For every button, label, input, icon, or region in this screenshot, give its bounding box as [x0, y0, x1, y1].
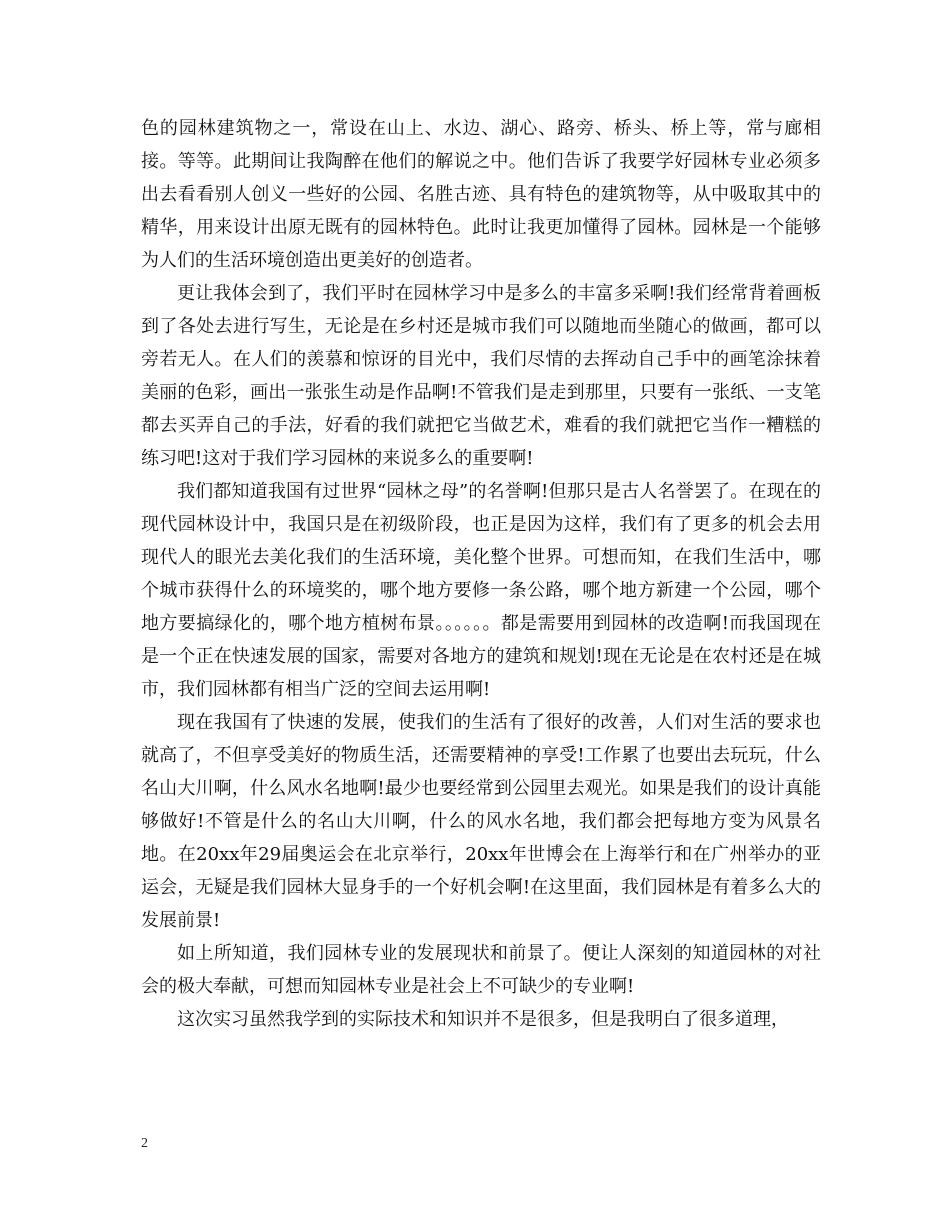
paragraph-1: 色的园林建筑物之一，常设在山上、水边、湖心、路旁、桥头、桥上等，常与廊相接。等等。此期间让我陶醉在他们的解说之中。他们告诉了我要学好园林专业必须多出去看看别人创义一些好的公园、名胜古迹、具有特色的建筑物等，从中吸取其中的精华，用来设计出原无既有的园林特色。此时让我更加懂得了园林。园林是一个能够为人们的生活环境创造出更美好的创造者。: [141, 118, 821, 271]
page-number: 2: [141, 1136, 148, 1151]
paragraph-2: 更让我体会到了，我们平时在园林学习中是多么的丰富多采啊!我们经常背着画板到了各处去进行写生，无论是在乡村还是城市我们可以随地而坐随心的做画，都可以旁若无人。在人们的羡慕和惊讶的目光中，我们尽情的去挥动自己手中的画笔涂抹着美丽的色彩，画出一张张生动是作品啊!不管我们是走到那里，只要有一张纸、一支笔都去买弄自己的手法，好看的我们就把它当做艺术，难看的我们就把它当作一糟糕的练习吧!这对于我们学习园林的来说多么的重要啊!: [141, 283, 821, 469]
paragraph-5: 如上所知道，我们园林专业的发展现状和前景了。便让人深刻的知道园林的对社会的极大奉献，可想而知园林专业是社会上不可缺少的专业啊!: [141, 943, 821, 997]
paragraph-4: 现在我国有了快速的发展，使我们的生活有了很好的改善，人们对生活的要求也就高了，不但享受美好的物质生活，还需要精神的享受!工作累了也要出去玩玩，什么名山大川啊，什么风水名地啊!最少也要经常到公园里去观光。如果是我们的设计真能够做好!不管是什么的名山大川啊，什么的风水名地，我们都会把每地方变为风景名地。在20xx年29届奥运会在北京举行，20xx年世博会在上海举行和在广州举办的亚运会，无疑是我们园林大显身手的一个好机会啊!在这里面，我们园林是有着多么大的发展前景!: [141, 712, 821, 931]
paragraph-3: 我们都知道我国有过世界“园林之母”的名誉啊!但那只是古人名誉罢了。在现在的现代园林设计中，我国只是在初级阶段，也正是因为这样，我们有了更多的机会去用现代人的眼光去美化我们的生活环境，美化整个世界。可想而知，在我们生活中，哪个城市获得什么的环境奖的，哪个地方要修一条公路，哪个地方新建一个公园，哪个地方要搞绿化的，哪个地方植树布景。。。。。。都是需要用到园林的改造啊!而我国现在是一个正在快速发展的国家，需要对各地方的建筑和规划!现在无论是在农村还是在城市，我们园林都有相当广泛的空间去运用啊!: [141, 481, 821, 700]
paragraph-6: 这次实习虽然我学到的实际技术和知识并不是很多，但是我明白了很多道理，: [177, 1009, 789, 1030]
body-text: [141, 112, 821, 1036]
